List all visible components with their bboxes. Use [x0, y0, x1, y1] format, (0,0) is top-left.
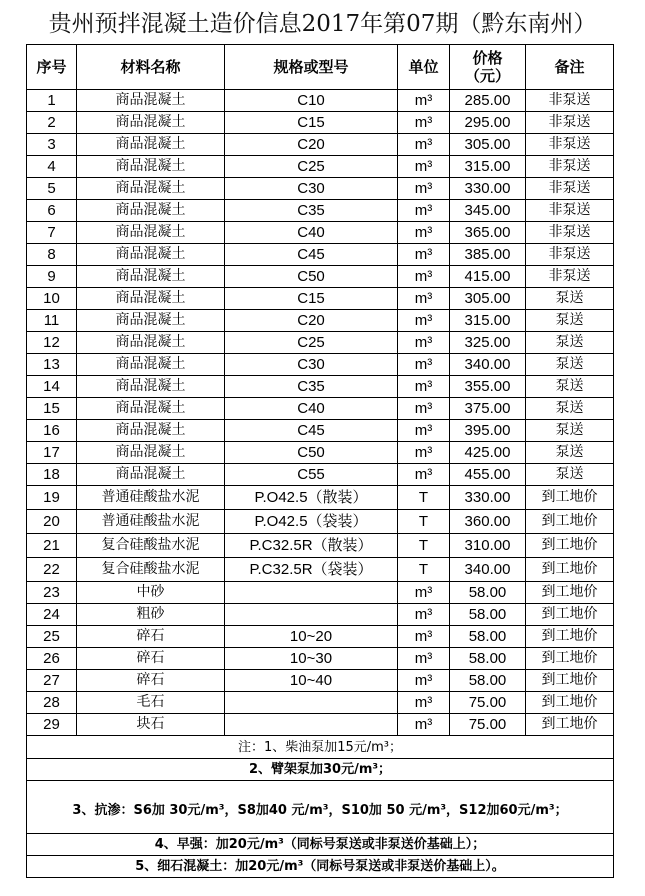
spec-cell: C20 [225, 134, 398, 156]
material-name-cell: 商品混凝土 [77, 464, 225, 486]
remark-cell: 泵送 [526, 354, 614, 376]
row-index-cell: 1 [27, 90, 77, 112]
unit-cell: m³ [398, 178, 450, 200]
note-row [27, 856, 614, 878]
remark-cell: 非泵送 [526, 266, 614, 288]
price-cell: 315.00 [450, 156, 526, 178]
material-name-cell: 商品混凝土 [77, 112, 225, 134]
spec-cell: C15 [225, 112, 398, 134]
spec-cell: C35 [225, 200, 398, 222]
unit-cell: m³ [398, 420, 450, 442]
material-name-cell: 商品混凝土 [77, 222, 225, 244]
spec-cell: C25 [225, 332, 398, 354]
price-cell: 58.00 [450, 670, 526, 692]
header-index: 序号 [27, 45, 77, 90]
table-row [27, 534, 614, 558]
price-cell: 58.00 [450, 582, 526, 604]
remark-cell: 到工地价 [526, 670, 614, 692]
price-cell: 285.00 [450, 90, 526, 112]
table-row [27, 398, 614, 420]
unit-cell: T [398, 534, 450, 558]
material-name-cell: 商品混凝土 [77, 376, 225, 398]
price-cell: 75.00 [450, 714, 526, 736]
table-row [27, 558, 614, 582]
spec-cell: 10~20 [225, 626, 398, 648]
price-table [26, 44, 614, 878]
spec-cell: P.O42.5（袋装） [225, 510, 398, 534]
material-name-cell: 复合硅酸盐水泥 [77, 534, 225, 558]
table-row [27, 486, 614, 510]
remark-cell: 非泵送 [526, 200, 614, 222]
table-row [27, 376, 614, 398]
price-cell: 425.00 [450, 442, 526, 464]
remark-cell: 非泵送 [526, 222, 614, 244]
table-row [27, 582, 614, 604]
remark-cell: 到工地价 [526, 692, 614, 714]
spec-cell [225, 692, 398, 714]
note-text: 2、臂架泵加30元/m³； [27, 759, 614, 781]
table-row [27, 288, 614, 310]
row-index-cell: 29 [27, 714, 77, 736]
table-row [27, 510, 614, 534]
remark-cell: 到工地价 [526, 626, 614, 648]
material-name-cell: 商品混凝土 [77, 134, 225, 156]
material-name-cell: 复合硅酸盐水泥 [77, 558, 225, 582]
price-cell: 360.00 [450, 510, 526, 534]
unit-cell: m³ [398, 156, 450, 178]
material-name-cell: 商品混凝土 [77, 266, 225, 288]
table-row [27, 134, 614, 156]
unit-cell: m³ [398, 112, 450, 134]
row-index-cell: 6 [27, 200, 77, 222]
note-row [27, 759, 614, 781]
row-index-cell: 24 [27, 604, 77, 626]
spec-cell: C20 [225, 310, 398, 332]
unit-cell: T [398, 510, 450, 534]
unit-cell: m³ [398, 464, 450, 486]
material-name-cell: 商品混凝土 [77, 442, 225, 464]
remark-cell: 到工地价 [526, 534, 614, 558]
note-text: 注：1、柴油泵加15元/m³； [27, 736, 614, 759]
remark-cell: 泵送 [526, 288, 614, 310]
material-name-cell: 商品混凝土 [77, 90, 225, 112]
table-row [27, 648, 614, 670]
material-name-cell: 商品混凝土 [77, 244, 225, 266]
remark-cell: 到工地价 [526, 486, 614, 510]
row-index-cell: 14 [27, 376, 77, 398]
unit-cell: m³ [398, 442, 450, 464]
table-row [27, 670, 614, 692]
unit-cell: m³ [398, 670, 450, 692]
unit-cell: m³ [398, 332, 450, 354]
spec-cell: C35 [225, 376, 398, 398]
unit-cell: m³ [398, 200, 450, 222]
spec-cell: C15 [225, 288, 398, 310]
row-index-cell: 16 [27, 420, 77, 442]
spec-cell [225, 604, 398, 626]
table-row [27, 442, 614, 464]
table-row [27, 692, 614, 714]
price-cell: 375.00 [450, 398, 526, 420]
row-index-cell: 13 [27, 354, 77, 376]
spec-cell: 10~30 [225, 648, 398, 670]
material-name-cell: 中砂 [77, 582, 225, 604]
unit-cell: m³ [398, 266, 450, 288]
row-index-cell: 12 [27, 332, 77, 354]
table-header-row [27, 45, 614, 90]
table-row [27, 714, 614, 736]
price-cell: 305.00 [450, 288, 526, 310]
price-cell: 315.00 [450, 310, 526, 332]
price-cell: 58.00 [450, 648, 526, 670]
spec-cell: C10 [225, 90, 398, 112]
table-row [27, 332, 614, 354]
table-row [27, 200, 614, 222]
price-cell: 340.00 [450, 354, 526, 376]
remark-cell: 泵送 [526, 376, 614, 398]
row-index-cell: 26 [27, 648, 77, 670]
table-row [27, 156, 614, 178]
price-cell: 340.00 [450, 558, 526, 582]
material-name-cell: 碎石 [77, 670, 225, 692]
row-index-cell: 18 [27, 464, 77, 486]
remark-cell: 到工地价 [526, 648, 614, 670]
remark-cell: 到工地价 [526, 558, 614, 582]
material-name-cell: 商品混凝土 [77, 398, 225, 420]
material-name-cell: 普通硅酸盐水泥 [77, 486, 225, 510]
table-row [27, 266, 614, 288]
price-cell: 345.00 [450, 200, 526, 222]
unit-cell: m³ [398, 288, 450, 310]
material-name-cell: 粗砂 [77, 604, 225, 626]
table-row [27, 420, 614, 442]
spec-cell: C50 [225, 442, 398, 464]
price-cell: 295.00 [450, 112, 526, 134]
remark-cell: 到工地价 [526, 714, 614, 736]
material-name-cell: 商品混凝土 [77, 354, 225, 376]
row-index-cell: 23 [27, 582, 77, 604]
table-row [27, 222, 614, 244]
price-table-body [27, 45, 614, 878]
unit-cell: m³ [398, 582, 450, 604]
table-row [27, 90, 614, 112]
note-row [27, 781, 614, 834]
price-cell: 365.00 [450, 222, 526, 244]
table-row [27, 310, 614, 332]
price-cell: 325.00 [450, 332, 526, 354]
remark-cell: 非泵送 [526, 156, 614, 178]
price-cell: 75.00 [450, 692, 526, 714]
unit-cell: T [398, 558, 450, 582]
price-cell: 305.00 [450, 134, 526, 156]
material-name-cell: 块石 [77, 714, 225, 736]
note-row [27, 834, 614, 856]
remark-cell: 泵送 [526, 420, 614, 442]
row-index-cell: 21 [27, 534, 77, 558]
remark-cell: 到工地价 [526, 582, 614, 604]
unit-cell: m³ [398, 714, 450, 736]
row-index-cell: 7 [27, 222, 77, 244]
price-cell: 385.00 [450, 244, 526, 266]
material-name-cell: 碎石 [77, 626, 225, 648]
material-name-cell: 商品混凝土 [77, 156, 225, 178]
material-name-cell: 普通硅酸盐水泥 [77, 510, 225, 534]
material-name-cell: 毛石 [77, 692, 225, 714]
row-index-cell: 2 [27, 112, 77, 134]
remark-cell: 泵送 [526, 310, 614, 332]
spec-cell: C30 [225, 178, 398, 200]
table-row [27, 626, 614, 648]
row-index-cell: 3 [27, 134, 77, 156]
unit-cell: T [398, 486, 450, 510]
spec-cell: C30 [225, 354, 398, 376]
table-row [27, 604, 614, 626]
row-index-cell: 9 [27, 266, 77, 288]
unit-cell: m³ [398, 692, 450, 714]
unit-cell: m³ [398, 244, 450, 266]
price-cell: 58.00 [450, 626, 526, 648]
row-index-cell: 10 [27, 288, 77, 310]
material-name-cell: 商品混凝土 [77, 420, 225, 442]
material-name-cell: 商品混凝土 [77, 288, 225, 310]
unit-cell: m³ [398, 134, 450, 156]
row-index-cell: 17 [27, 442, 77, 464]
row-index-cell: 27 [27, 670, 77, 692]
remark-cell: 非泵送 [526, 90, 614, 112]
remark-cell: 非泵送 [526, 134, 614, 156]
remark-cell: 到工地价 [526, 604, 614, 626]
spec-cell: C40 [225, 398, 398, 420]
header-name: 材料名称 [77, 45, 225, 90]
unit-cell: m³ [398, 604, 450, 626]
row-index-cell: 8 [27, 244, 77, 266]
spec-cell: C40 [225, 222, 398, 244]
remark-cell: 非泵送 [526, 244, 614, 266]
price-cell: 355.00 [450, 376, 526, 398]
price-cell: 58.00 [450, 604, 526, 626]
unit-cell: m³ [398, 398, 450, 420]
row-index-cell: 11 [27, 310, 77, 332]
price-cell: 310.00 [450, 534, 526, 558]
price-cell: 330.00 [450, 178, 526, 200]
spec-cell: C25 [225, 156, 398, 178]
header-price: 价格（元） [450, 45, 526, 90]
material-name-cell: 碎石 [77, 648, 225, 670]
material-name-cell: 商品混凝土 [77, 332, 225, 354]
spec-cell: 10~40 [225, 670, 398, 692]
spec-cell: C55 [225, 464, 398, 486]
header-spec: 规格或型号 [225, 45, 398, 90]
material-name-cell: 商品混凝土 [77, 310, 225, 332]
spec-cell [225, 714, 398, 736]
header-unit: 单位 [398, 45, 450, 90]
table-row [27, 354, 614, 376]
spec-cell: P.C32.5R（袋装） [225, 558, 398, 582]
unit-cell: m³ [398, 626, 450, 648]
unit-cell: m³ [398, 354, 450, 376]
unit-cell: m³ [398, 222, 450, 244]
material-name-cell: 商品混凝土 [77, 200, 225, 222]
row-index-cell: 28 [27, 692, 77, 714]
unit-cell: m³ [398, 376, 450, 398]
spec-cell: C45 [225, 244, 398, 266]
note-text: 5、细石混凝土：加20元/m³（同标号泵送或非泵送价基础上）。 [27, 856, 614, 878]
header-note: 备注 [526, 45, 614, 90]
spec-cell: P.O42.5（散装） [225, 486, 398, 510]
price-cell: 415.00 [450, 266, 526, 288]
note-text: 3、抗渗：S6加 30元/m³，S8加40 元/m³，S10加 50 元/m³，S12加60元/m³； [27, 781, 614, 834]
remark-cell: 泵送 [526, 464, 614, 486]
unit-cell: m³ [398, 648, 450, 670]
spec-cell [225, 582, 398, 604]
price-cell: 330.00 [450, 486, 526, 510]
note-row [27, 736, 614, 759]
table-row [27, 244, 614, 266]
price-cell: 395.00 [450, 420, 526, 442]
row-index-cell: 22 [27, 558, 77, 582]
row-index-cell: 5 [27, 178, 77, 200]
spec-cell: C45 [225, 420, 398, 442]
row-index-cell: 19 [27, 486, 77, 510]
row-index-cell: 4 [27, 156, 77, 178]
remark-cell: 泵送 [526, 442, 614, 464]
table-row [27, 112, 614, 134]
row-index-cell: 25 [27, 626, 77, 648]
note-text: 4、早强：加20元/m³（同标号泵送或非泵送价基础上）； [27, 834, 614, 856]
row-index-cell: 15 [27, 398, 77, 420]
remark-cell: 非泵送 [526, 112, 614, 134]
remark-cell: 泵送 [526, 398, 614, 420]
table-row [27, 178, 614, 200]
page-title: 贵州预拌混凝土造价信息2017年第07期（黔东南州） [48, 11, 597, 37]
remark-cell: 泵送 [526, 332, 614, 354]
unit-cell: m³ [398, 310, 450, 332]
row-index-cell: 20 [27, 510, 77, 534]
remark-cell: 非泵送 [526, 178, 614, 200]
spec-cell: P.C32.5R（散装） [225, 534, 398, 558]
price-cell: 455.00 [450, 464, 526, 486]
unit-cell: m³ [398, 90, 450, 112]
material-name-cell: 商品混凝土 [77, 178, 225, 200]
table-row [27, 464, 614, 486]
spec-cell: C50 [225, 266, 398, 288]
remark-cell: 到工地价 [526, 510, 614, 534]
